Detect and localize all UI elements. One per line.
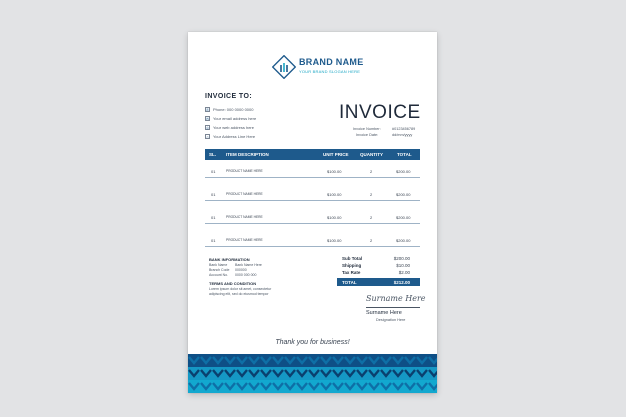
row-4-price: $100.00 bbox=[327, 238, 342, 243]
row-4-desc: PRODUCT NAME HERE bbox=[226, 238, 263, 242]
phone-text: Phone: 000 0000 0000 bbox=[213, 107, 254, 112]
row-4-total: $200.00 bbox=[396, 238, 411, 243]
invoice-date-label: Invoice Date: bbox=[356, 133, 379, 137]
header-description: ITEM DESCRIPTION bbox=[226, 152, 269, 157]
row-3-desc: PRODUCT NAME HERE bbox=[226, 215, 263, 219]
row-2-sl: 01 bbox=[211, 192, 216, 197]
invoice-sheet bbox=[188, 32, 437, 393]
row-3-sl: 01 bbox=[211, 215, 216, 220]
row-2-price: $100.00 bbox=[327, 192, 342, 197]
email-icon: ✉ bbox=[206, 117, 209, 121]
subtotal-value: $200.00 bbox=[393, 256, 410, 261]
row-3-price: $100.00 bbox=[327, 215, 342, 220]
email-text: Your email address here bbox=[213, 116, 257, 121]
signature-title: Designation Here bbox=[376, 318, 406, 322]
shipping-label: Shipping bbox=[342, 263, 362, 268]
bank-name-label: Bank Name bbox=[209, 263, 228, 267]
total-label: TOTAL bbox=[342, 280, 357, 285]
brand-logo-icon bbox=[272, 55, 296, 79]
terms-line-1: Lorem ipsum dolor sit amet, consectetur bbox=[209, 287, 272, 291]
terms-line-2: adipiscing elit, sed do eiusmod tempor bbox=[209, 292, 269, 296]
row-1-total: $200.00 bbox=[396, 169, 411, 174]
web-text: Your web address here bbox=[213, 125, 254, 130]
row-4-qty: 2 bbox=[370, 238, 373, 243]
header-unit-price: UNIT PRICE bbox=[323, 152, 349, 157]
row-2-total: $200.00 bbox=[396, 192, 411, 197]
row-1-price: $100.00 bbox=[327, 169, 342, 174]
branch-code-label: Branch Code bbox=[209, 268, 230, 272]
contact-address bbox=[205, 134, 255, 139]
row-4-sl: 01 bbox=[211, 238, 216, 243]
header-quantity: QUANTITY bbox=[360, 152, 383, 157]
brand-slogan: YOUR BRAND SLOGAN HERE bbox=[299, 69, 361, 74]
header-sl: SL. bbox=[209, 152, 217, 157]
row-divider bbox=[205, 223, 420, 224]
bank-title: BANK INFORMATION bbox=[209, 257, 250, 262]
tax-value: $2.00 bbox=[398, 270, 410, 275]
row-divider bbox=[205, 246, 420, 247]
invoice-title: INVOICE bbox=[339, 102, 421, 123]
shipping-value: $10.00 bbox=[396, 263, 410, 268]
terms-title: TERMS AND CONDITION bbox=[209, 281, 257, 286]
row-2-qty: 2 bbox=[370, 192, 373, 197]
contact-web bbox=[205, 125, 254, 130]
row-1-sl: 01 bbox=[211, 169, 216, 174]
account-label: Account No. bbox=[209, 273, 229, 277]
row-divider bbox=[205, 177, 420, 178]
header-total: TOTAL bbox=[397, 152, 412, 157]
signature-name: Surname Here bbox=[366, 310, 402, 316]
row-divider bbox=[205, 200, 420, 201]
bank-name-value: Bank Name Here bbox=[235, 263, 262, 267]
row-3-qty: 2 bbox=[370, 215, 373, 220]
account-value: 0000 000 000 bbox=[235, 273, 257, 277]
invoice-number-label: Invoice Number: bbox=[353, 127, 381, 131]
invoice-date-value: dd/mm/yyyy bbox=[392, 133, 413, 137]
branch-code-value: 000000 bbox=[235, 268, 247, 272]
signature-line bbox=[366, 307, 420, 308]
invoice-to-label: INVOICE TO: bbox=[205, 93, 253, 100]
row-1-qty: 2 bbox=[370, 169, 373, 174]
contact-phone bbox=[205, 107, 253, 112]
brand-name: BRAND NAME bbox=[299, 57, 364, 67]
contact-email bbox=[205, 116, 256, 121]
row-2-desc: PRODUCT NAME HERE bbox=[226, 192, 263, 196]
globe-icon: ◎ bbox=[206, 126, 210, 130]
phone-icon: ✆ bbox=[206, 108, 209, 112]
thank-you-message: Thank you for business! bbox=[275, 339, 350, 346]
subtotal-label: Sub Total bbox=[342, 256, 363, 261]
row-1-desc: PRODUCT NAME HERE bbox=[226, 169, 263, 173]
tax-label: Tax Rate bbox=[342, 270, 361, 275]
signature-script: Surname Here bbox=[366, 294, 426, 303]
address-text: Your Address Line Here bbox=[213, 134, 256, 139]
footer-pattern bbox=[188, 354, 437, 393]
invoice-number-value: #0123456789 bbox=[392, 127, 416, 131]
location-icon: ⌂ bbox=[206, 135, 209, 139]
total-value: $212.00 bbox=[393, 280, 410, 285]
row-3-total: $200.00 bbox=[396, 215, 411, 220]
